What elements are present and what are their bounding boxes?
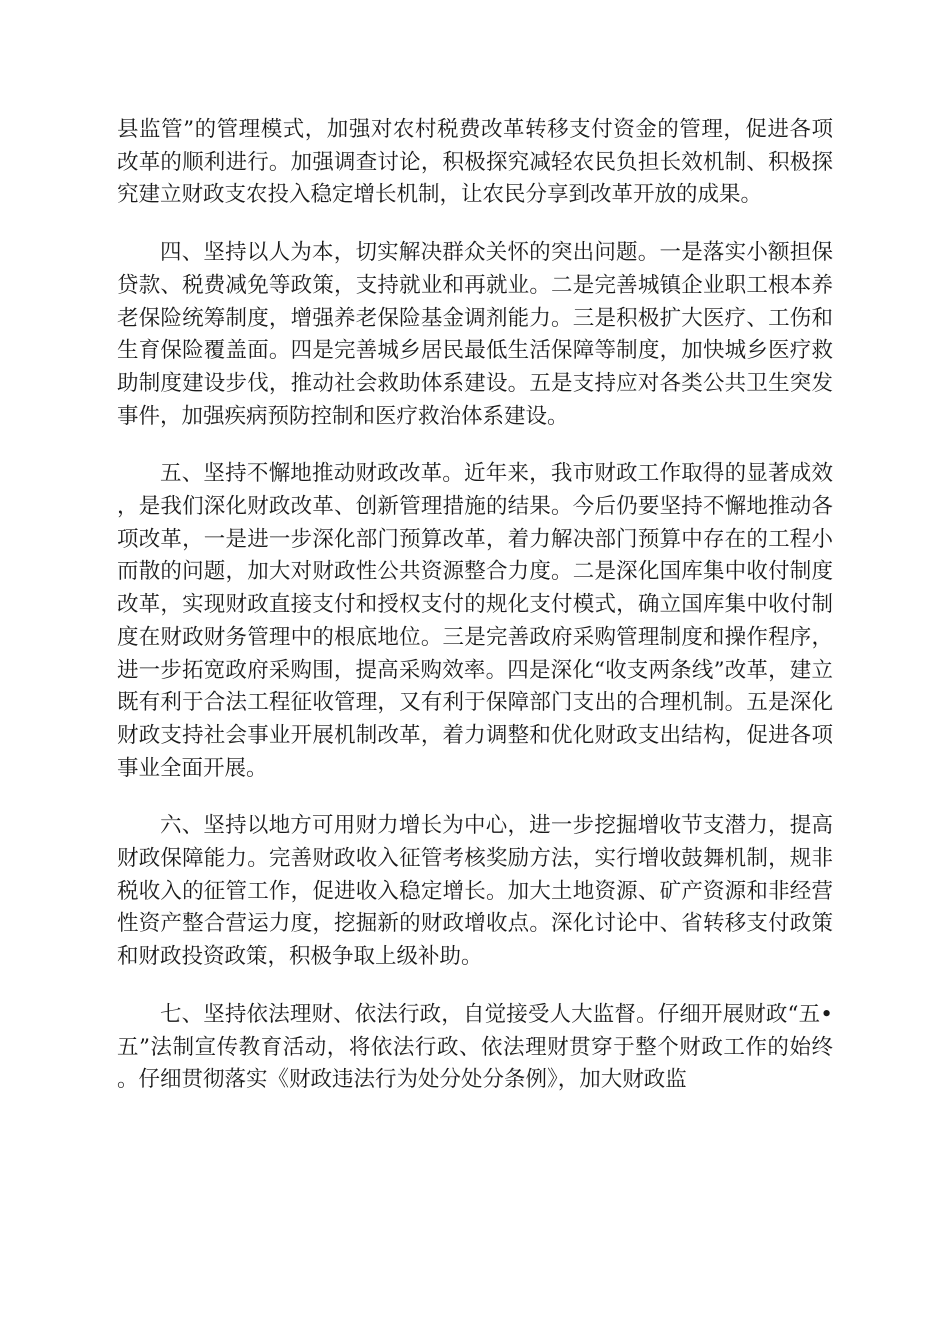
paragraph-section-five: 五、坚持不懈地推动财政改革。近年来，我市财政工作取得的显著成效，是我们深化财政改革、创新管理措施的结果。今后仍要坚持不懈地推动各项改革，一是进一步深化部门预算改革，着力解决部门预算中存在的工程小而散的问题，加大对财政性公共资源整合力度。二是深化国库集中收付制度改革，实现财政直接支付和授权支付的规化支付模式，确立国库集中收付制度在财政财务管理中的根底地位。三是完善政府采购管理制度和操作程序，进一步拓宽政府采购围，提高采购效率。四是深化“收支两条线”改革，建立既有利于合法工程征收管理，又有利于保障部门支出的合理机制。五是深化财政支持社会事业开展机制改革，着力调整和优化财政支出结构，促进各项事业全面开展。: [117, 461, 833, 781]
document-body: [117, 114, 833, 1097]
paragraph-continued: 县监管”的管理模式，加强对农村税费改革转移支付资金的管理，促进各项改革的顺利进行。加强调查讨论，积极探究减轻农民负担长效机制、积极探究建立财政支农投入稳定增长机制，让农民分享到改革开放的成果。: [117, 117, 833, 208]
paragraph-section-four: 四、坚持以人为本，切实解决群众关怀的突出问题。一是落实小额担保贷款、税费减免等政策，支持就业和再就业。二是完善城镇企业职工根本养老保险统筹制度，增强养老保险基金调剂能力。三是积极扩大医疗、工伤和生育保险覆盖面。四是完善城乡居民最低生活保障等制度，加快城乡医疗救助制度建设步伐，推动社会救助体系建设。五是支持应对各类公共卫生突发事件，加强疾病预防控制和医疗救治体系建设。: [117, 240, 833, 429]
paragraph-section-six: 六、坚持以地方可用财力增长为中心，进一步挖掘增收节支潜力，提高财政保障能力。完善财政收入征管考核奖励方法，实行增收鼓舞机制，规非税收入的征管工作，促进收入稳定增长。加大土地资源、矿产资源和非经营性资产整合营运力度，挖掘新的财政增收点。深化讨论中、省转移支付政策和财政投资政策，积极争取上级补助。: [117, 813, 833, 970]
paragraph-section-seven: 七、坚持依法理财、依法行政，自觉接受人大监督。仔细开展财政“五•五”法制宣传教育活动，将依法行政、依法理财贯穿于整个财政工作的始终。仔细贯彻落实《财政违法行为处分处分条例》，加大财政监: [117, 1001, 833, 1093]
